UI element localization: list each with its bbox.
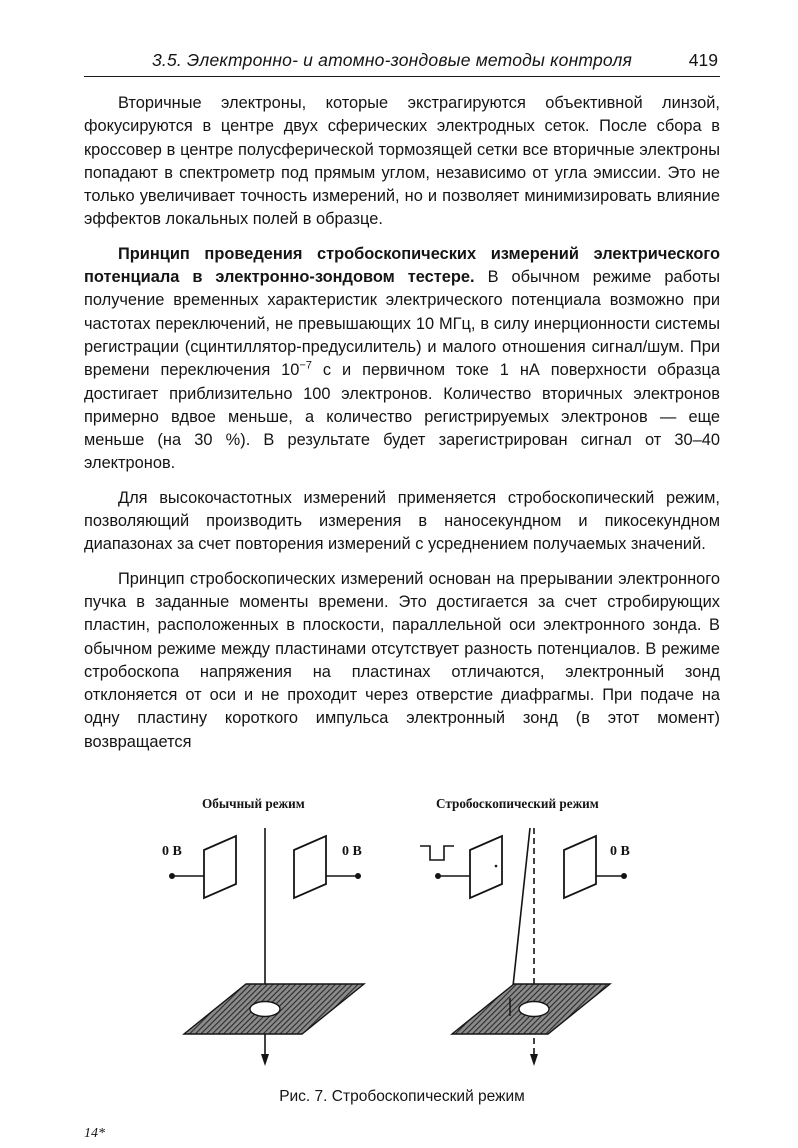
paragraph-text: с и первичном токе 1 нА поверхности образца достигает приблизительно 100 электронов. Количество вторичных электронов примерно вдвое меньше, а количество регистрируемых электронов — еще меньше (на 30 %). В результате будет зарегистрирован сигнал от 30–40 электронов. [84, 361, 720, 473]
running-title: 3.5. Электронно- и атомно-зондовые методы контроля [152, 50, 633, 70]
terminal-dot [355, 873, 361, 879]
gating-plate-right [294, 836, 326, 898]
paragraph-heading: Принцип проведения стробоскопических измерений электрического потенциала в электронно-зондовом тестере. [84, 244, 720, 287]
voltage-label: 0 В [342, 844, 362, 859]
aperture-hole [250, 1002, 280, 1017]
figure-drawing [84, 788, 720, 1088]
gating-plate-right [564, 836, 596, 898]
body-text [84, 92, 720, 754]
voltage-label: 0 В [162, 844, 182, 859]
paragraph-text: В обычном режиме работы получение временных характеристик электрического потенциала возможно при частотах переключений, не превышающих 10 МГц, в силу инерционности системы регистрации (сцинтиллятор-предусилитель) и малого отношения сигнал/шум. При времени переключения 10 [84, 268, 720, 380]
beam-arrow [261, 1054, 269, 1066]
paragraph-high-frequency: Для высокочастотных измерений применяется стробоскопический режим, позволяющий производить измерения в наносекундном и пикосекундном диапазонах за счет повторения измерений с усреднением получаемых значений. [84, 488, 720, 554]
page-number: 419 [688, 50, 718, 70]
normal-mode-title: Обычный режим [202, 796, 305, 811]
figure-stroboscopic-mode [84, 788, 720, 1118]
figure-caption: Рис. 7. Стробоскопический режим [279, 1088, 525, 1105]
stroboscopic-mode-diagram [420, 828, 627, 1066]
paragraph-beam-interruption: Принцип стробоскопических измерений основан на прерывании электронного пучка в заданные моменты времени. Это достигается за счет стробирующих пластин, расположенных в плоскости, параллельной оси электронного зонда. В обычном режиме между пластинами отсутствует разность потенциалов. В режиме стробоскопа напряжения на пластинах отличаются, электронный зонд отклоняется от оси и не проходит через отверстие диафрагмы. При подаче на одну пластину короткого импульса электронный зонд (в этот момент) возвращается [84, 569, 720, 751]
stroboscopic-mode-title: Стробоскопический режим [436, 796, 599, 811]
gating-plate-left [470, 836, 502, 898]
beam-arrow [530, 1054, 538, 1066]
running-header [84, 48, 720, 77]
paragraph-stroboscopic-principle [84, 243, 720, 476]
paragraph-secondary-electrons: Вторичные электроны, которые экстрагируются объективной линзой, фокусируются в центре двух сферических электродных сеток. После сбора в кроссовер в центре полусферической тормозящей сетки все вторичные электроны попадают в спектрометр под прямым углом, независимо от угла эмиссии. Это не только увеличивает точность измерений, но и позволяет минимизировать влияние эффектов локальных полей в образце. [84, 94, 720, 229]
exponent: −7 [299, 359, 312, 372]
terminal-dot [621, 873, 627, 879]
normal-mode-diagram [169, 828, 364, 1066]
gating-plate-left [204, 836, 236, 898]
voltage-label: 0 В [610, 844, 630, 859]
pulse-symbol [420, 846, 454, 860]
terminal-dot [435, 873, 441, 879]
aperture-hole [519, 1002, 549, 1017]
terminal-dot [169, 873, 175, 879]
signature-mark: 14* [84, 1126, 105, 1141]
